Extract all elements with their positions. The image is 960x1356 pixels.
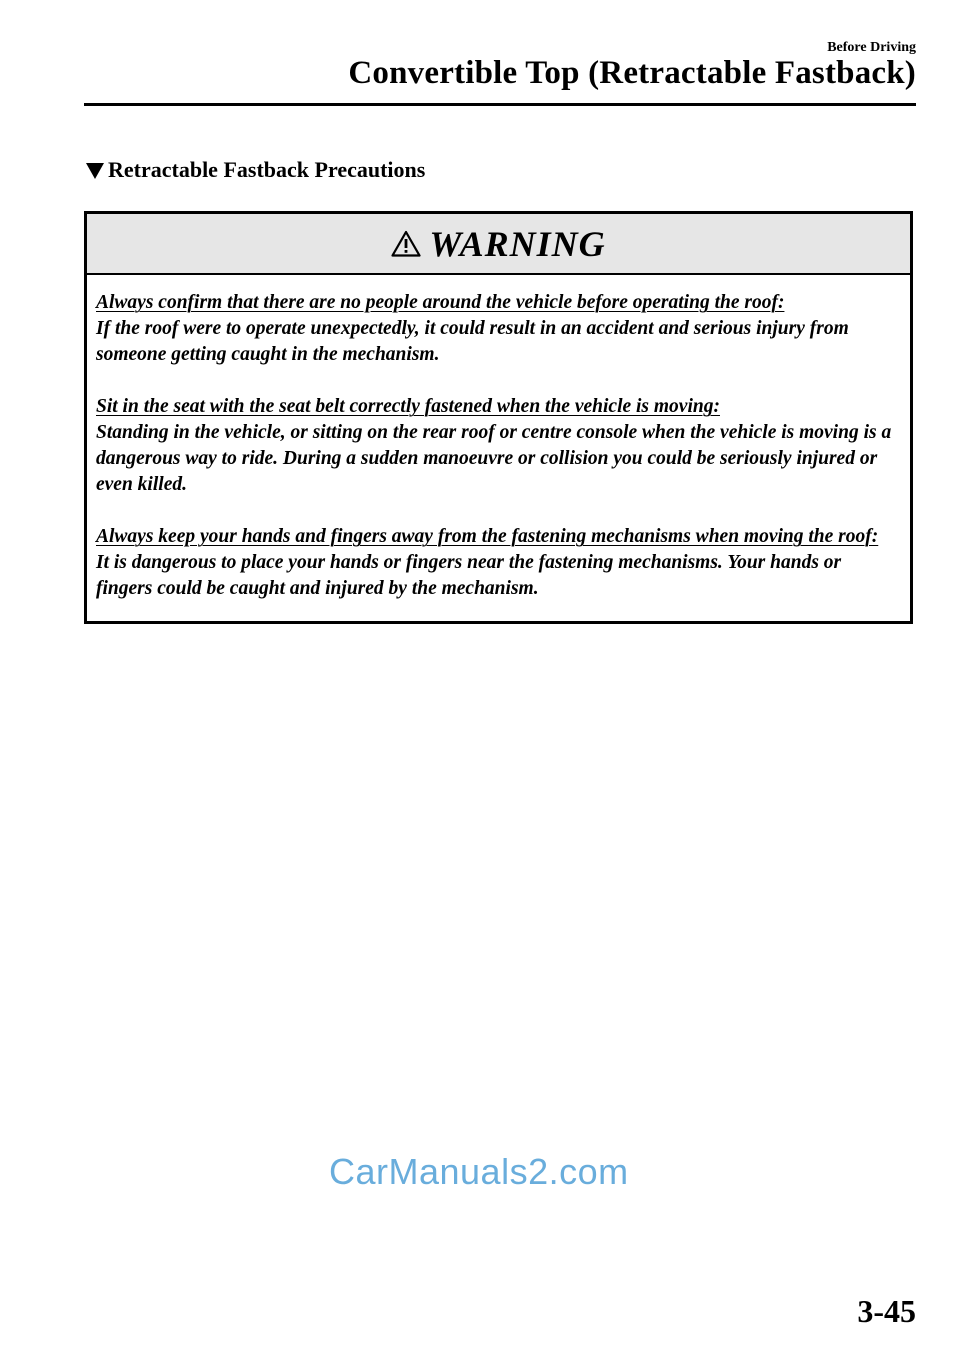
chapter-label: Before Driving — [827, 40, 916, 55]
warning-item-text: It is dangerous to place your hands or fingers near the fastening mechanisms. Your hands or fingers could be caught and injured by the mechanism. — [96, 552, 842, 599]
section-heading — [86, 157, 425, 183]
warning-item-text: If the roof were to operate unexpectedly, it could result in an accident and serious injury from someone getting caught in the mechanism. — [96, 318, 849, 365]
warning-item-title: Always keep your hands and fingers away from the fastening mechanisms when moving the roof: — [96, 526, 879, 547]
warning-item — [96, 524, 902, 602]
watermark: CarManuals2.com — [329, 1151, 629, 1192]
warning-item-text: Standing in the vehicle, or sitting on the rear roof or centre console when the vehicle is moving is a dangerous way to ride. During a sudden manoeuvre or collision you could be seriously injured or even killed. — [96, 422, 892, 495]
warning-item-title: Sit in the seat with the seat belt correctly fastened when the vehicle is moving: — [96, 396, 720, 417]
warning-header — [87, 214, 910, 275]
warning-triangle-icon — [391, 230, 421, 257]
warning-item — [96, 394, 902, 498]
warning-item-title: Always confirm that there are no people around the vehicle before operating the roof: — [96, 292, 785, 313]
warning-box — [84, 211, 913, 624]
section-heading-text: Retractable Fastback Precautions — [108, 157, 426, 182]
page-title: Convertible Top (Retractable Fastback) — [348, 55, 916, 91]
triangle-bullet-icon — [86, 163, 104, 179]
warning-body — [87, 275, 910, 602]
warning-item — [96, 290, 902, 368]
header-divider — [84, 103, 916, 106]
page-number: 3-45 — [857, 1293, 916, 1329]
warning-label: WARNING — [429, 223, 606, 264]
